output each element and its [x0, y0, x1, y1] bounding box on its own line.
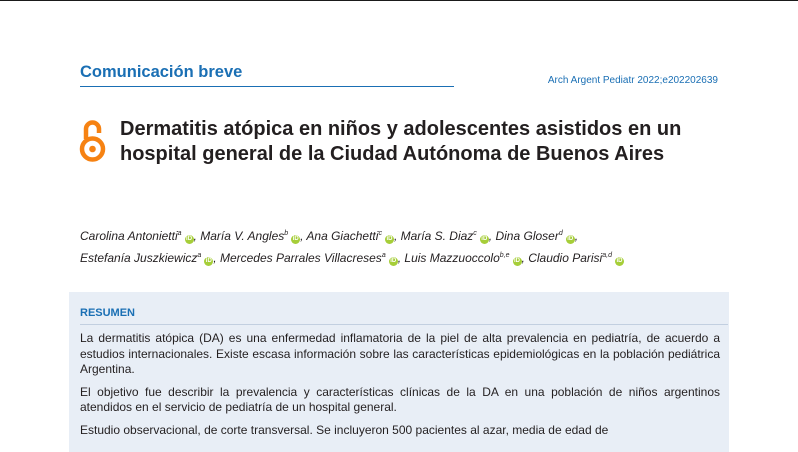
- affiliation-marker: b: [284, 230, 289, 237]
- author-name: [528, 251, 624, 265]
- author-name: [80, 229, 194, 243]
- author-separator: ,: [521, 251, 529, 265]
- affiliation-marker: a: [381, 252, 386, 259]
- journal-citation: Arch Argent Pediatr 2022;e202202639: [547, 75, 718, 86]
- abstract-body: [80, 331, 720, 445]
- author-name-text: Carolina Antonietti: [80, 229, 178, 243]
- abstract-paragraph: La dermatitis atópica (DA) es una enfermedad inflamatoria de la piel de alta prevalencia en pediatría, de acuerdo a estudios internacionales. Existe escasa información sobre las características epidemiológicas en la población pediátrica Argentina.: [80, 331, 720, 376]
- orcid-icon[interactable]: iD: [292, 236, 299, 242]
- section-underline: [80, 86, 454, 87]
- orcid-icon[interactable]: iD: [186, 236, 193, 242]
- author-name-text: Claudio Parisi: [528, 251, 603, 265]
- article-title: Dermatitis atópica en niños y adolescentes asistidos en un hospital general de la Ciudad Autónoma de Buenos Aires: [120, 118, 682, 165]
- affiliation-marker: a,d: [602, 252, 612, 259]
- affiliation-marker: b,e: [499, 252, 510, 259]
- author-name: [404, 251, 521, 265]
- author-name-text: Ana Giachetti: [306, 229, 379, 243]
- orcid-icon[interactable]: iD: [390, 258, 397, 264]
- author-name: [401, 229, 489, 243]
- author-name-text: María V. Angles: [200, 229, 285, 243]
- author-name-text: Estefanía Juszkiewicz: [80, 251, 198, 265]
- author-separator: ,: [213, 251, 220, 265]
- affiliation-marker: a: [177, 230, 182, 237]
- author-separator: ,: [300, 229, 307, 243]
- author-list: [80, 224, 740, 268]
- affiliation-marker: c: [378, 230, 382, 237]
- author-name: [306, 229, 394, 243]
- abstract-heading: RESUMEN: [80, 307, 136, 319]
- affiliation-marker: c: [473, 230, 477, 237]
- affiliation-marker: a: [197, 252, 202, 259]
- author-separator: ,: [488, 229, 496, 243]
- orcid-icon[interactable]: iD: [616, 258, 623, 264]
- orcid-icon[interactable]: iD: [567, 236, 574, 242]
- author-separator: ,: [397, 251, 405, 265]
- orcid-icon[interactable]: iD: [386, 236, 393, 242]
- orcid-icon[interactable]: iD: [481, 236, 488, 242]
- author-name-text: Dina Gloser: [495, 229, 559, 243]
- author-name: [200, 229, 300, 243]
- author-name: [495, 229, 574, 243]
- abstract-divider: [80, 324, 728, 325]
- abstract-paragraph: El objetivo fue describir la prevalencia y características clínicas de la DA en una población de niños argentinos atendidos en el servicio de pediatría de un hospital general.: [80, 384, 720, 414]
- abstract-paragraph: Estudio observacional, de corte transversal. Se incluyeron 500 pacientes al azar, media de edad de: [80, 422, 609, 437]
- author-separator: ,: [393, 229, 401, 243]
- orcid-icon[interactable]: iD: [205, 258, 212, 264]
- open-access-lock-icon: [79, 117, 106, 162]
- author-name-text: María S. Diaz: [400, 229, 474, 243]
- orcid-icon[interactable]: iD: [514, 258, 521, 264]
- author-name-text: Mercedes Parrales Villacreses: [219, 251, 382, 265]
- author-name-text: Luis Mazzuoccolo: [404, 251, 500, 265]
- author-separator: ,: [193, 229, 201, 243]
- section-label: Comunicación breve: [80, 63, 243, 81]
- author-name: [220, 251, 398, 265]
- author-name: [80, 251, 213, 265]
- author-separator: ,: [574, 229, 579, 243]
- affiliation-marker: d: [558, 230, 563, 237]
- top-rule: [0, 0, 798, 1]
